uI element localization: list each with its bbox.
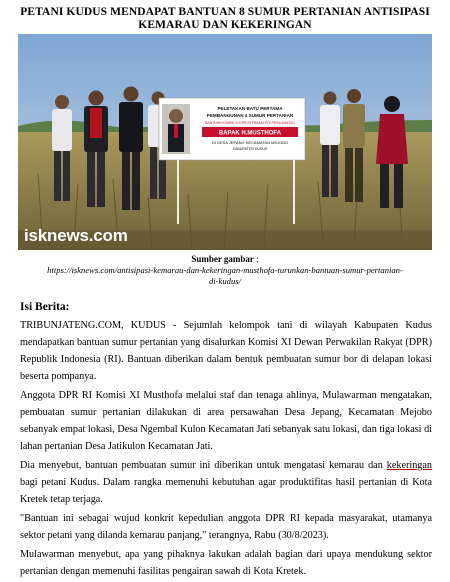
image-source-url-line-1: https://isknews.com/antisipasi-kemarau-dan-kekeringan-musthofa-turunkan-bantuan-sumur-pertanian- (47, 265, 403, 275)
image-source-label (18, 254, 432, 265)
underlined-word: kekeringan (386, 460, 432, 471)
content-heading: Isi Berita: (20, 301, 70, 313)
paragraph-5: Mulawarman menyebut, apa yang pihaknya lakukan adalah bagian dari upaya mendukung sektor pertanian dengan memenuhi fasilitas pengairan sawah di Kota Kretek. (20, 549, 432, 577)
banner-name: BAPAK H.MUSTHOFA (218, 130, 282, 137)
banner-line-5: DI DESA JEPANG KECAMATAN MEJOBO (211, 140, 289, 145)
article-title-line-2: KEMARAU DAN KEKERINGAN (138, 19, 312, 31)
article-title-line-1: PETANI KUDUS MENDAPAT BANTUAN 8 SUMUR PERTANIAN ANTISIPASI (20, 6, 430, 18)
paragraph-3-part-b: bagi petani Kudus. Dalam rangka memenuhi kebutuhan agar produktifitas hasil pertanian di Kota Kretek tetap terjaga. (20, 477, 432, 505)
image-source-label-text: Sumber gambar (191, 254, 254, 264)
image-source-url (20, 265, 430, 287)
news-photo-illustration (18, 34, 432, 250)
article-body (20, 317, 432, 582)
banner-line-3: BANTUAN KOMISI XI DPR RI FRAKSI PDI PERJUANGAN (205, 121, 295, 125)
banner-line-2: PEMBANGUNAN 4 SUMUR PERTANIAN (206, 113, 294, 118)
article-title (10, 6, 440, 32)
image-source-url-line-2: di-kudus/ (209, 276, 241, 286)
paragraph-4: "Bantuan ini sebagai wujud konkrit kepedulian anggota DPR RI kepada masyarakat, utamanya sektor petani yang dilanda kemarau panjang," terangnya, Rabu (30/8/2023). (20, 513, 432, 541)
news-photo (18, 34, 432, 250)
photo-watermark: isknews.com (24, 226, 128, 245)
paragraph-1: TRIBUNJATENG.COM, KUDUS - Sejumlah kelompok tani di wilayah Kabupaten Kudus mendapatkan bantuan sumur pertanian yang disalurkan Komisi XI Dewan Perwakilan Rakyat (DPR) Republik Indonesia (RI). Bantuan diberikan dalam bentuk pembuatan sumur bor di delapan lokasi beserta pompanya. (20, 320, 432, 382)
image-source-separator: : (253, 254, 259, 264)
banner-line-6: KABUPATEN KUDUS (232, 147, 268, 151)
banner-line-1: PELETAKAN BATU PERTAMA (217, 106, 283, 111)
paragraph-3 (20, 457, 432, 508)
paragraph-2: Anggota DPR RI Komisi XI Musthofa melalui staf dan tenaga ahlinya, Mulawarman mengatakan, pembuatan sumur pertanian dilakukan di area persawahan Desa Jepang, Kecamatan Mejobo sebanyak empat lokasi, Desa Ngembal Kulon Kecamatan Jati sebanyak satu lokasi, dan tiga lokasi di lahan pertanian Desa Jatikulon Kecamatan Jati. (20, 390, 432, 452)
paragraph-3-part-a: Dia menyebut, bantuan pembuatan sumur ini diberikan untuk mengatasi kemarau dan (20, 460, 387, 471)
